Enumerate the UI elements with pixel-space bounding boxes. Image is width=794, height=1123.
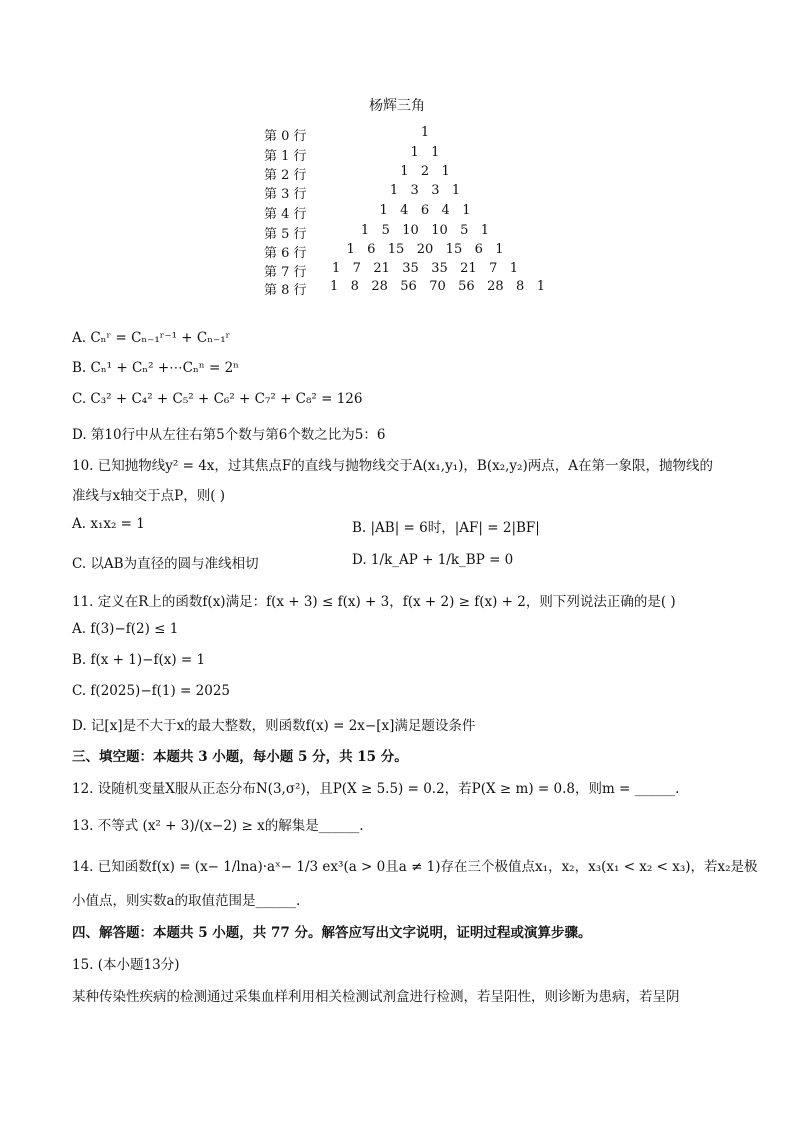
q10-option-d: D. 1/k_AP + 1/k_BP = 0	[352, 552, 514, 568]
row-label: 第 2 行	[264, 168, 307, 183]
row-label: 第 1 行	[264, 149, 307, 164]
q14-line2: 小值点，则实数a的取值范围是______.	[72, 893, 301, 909]
row-numbers: 1 2 1	[400, 164, 450, 179]
row-label: 第 0 行	[264, 129, 307, 144]
q10-option-a: A. x₁x₂ = 1	[72, 516, 145, 532]
row-numbers: 1 1	[410, 145, 440, 160]
q10-option-b: B. |AB| = 6时，|AF| = 2|BF|	[352, 520, 540, 536]
section-3-heading: 三、填空题：本题共 3 小题，每小题 5 分，共 15 分。	[72, 749, 408, 765]
section-4-heading: 四、解答题：本题共 5 小题，共 77 分。解答应写出文字说明，证明过程或演算步骤。	[72, 925, 592, 941]
q9-option-a: A. Cₙʳ = Cₙ₋₁ʳ⁻¹ + Cₙ₋₁ʳ	[72, 330, 231, 346]
row-numbers: 1 5 10 10 5 1	[360, 223, 490, 238]
row-numbers: 1	[420, 125, 430, 140]
q11-stem: 11. 定义在R上的函数f(x)满足：f(x + 3) ≤ f(x) + 3，f(x + 2) ≥ f(x) + 2，则下列说法正确的是( )	[72, 594, 676, 610]
q14-line1: 14. 已知函数f(x) = (x− 1/lna)·aˣ− 1/3 ex³(a > 0且a ≠ 1)存在三个极值点x₁，x₂，x₃(x₁ < x₂ < x₃)，若x₂是极	[72, 859, 758, 875]
row-numbers: 1 6 15 20 15 6 1	[346, 242, 504, 257]
q10-stem-line2: 准线与x轴交于点P，则( )	[72, 488, 226, 504]
q11-option-b: B. f(x + 1)−f(x) = 1	[72, 652, 206, 668]
q15-heading: 15. (本小题13分)	[72, 957, 180, 973]
row-label: 第 3 行	[264, 187, 307, 202]
row-label: 第 7 行	[264, 265, 307, 280]
page-title: 杨辉三角	[369, 98, 425, 114]
q9-option-c: C. C₃² + C₄² + C₅² + C₆² + C₇² + C₈² = 126	[72, 391, 363, 407]
row-numbers: 1 7 21 35 35 21 7 1	[331, 261, 519, 276]
q12: 12. 设随机变量X服从正态分布N(3,σ²)，且P(X ≥ 5.5) = 0.2，若P(X ≥ m) = 0.8，则m = ______.	[72, 781, 680, 797]
q10-option-c: C. 以AB为直径的圆与准线相切	[72, 556, 259, 572]
q9-option-b: B. Cₙ¹ + Cₙ² +⋯Cₙⁿ = 2ⁿ	[72, 360, 239, 376]
row-label: 第 5 行	[264, 227, 307, 242]
q9-option-d: D. 第10行中从左往右第5个数与第6个数之比为5：6	[72, 427, 386, 443]
row-label: 第 6 行	[264, 246, 307, 261]
q11-option-d: D. 记[x]是不大于x的最大整数，则函数f(x) = 2x−[x]满足题设条件	[72, 718, 476, 734]
row-numbers: 1 4 6 4 1	[379, 203, 471, 218]
q11-option-a: A. f(3)−f(2) ≤ 1	[72, 621, 179, 637]
row-numbers: 1 8 28 56 70 56 28 8 1	[330, 279, 545, 294]
row-numbers: 1 3 3 1	[389, 183, 461, 198]
q10-stem-line1: 10. 已知抛物线y² = 4x，过其焦点F的直线与抛物线交于A(x₁,y₁)，B(x₂,y₂)两点，A在第一象限，抛物线的	[72, 458, 713, 474]
row-label: 第 8 行	[264, 283, 307, 298]
row-label: 第 4 行	[264, 207, 307, 222]
q15-body: 某种传染性疾病的检测通过采集血样利用相关检测试剂盒进行检测，若呈阳性，则诊断为患病，若呈阴	[72, 989, 680, 1005]
q13: 13. 不等式 (x² + 3)/(x−2) ≥ x的解集是______.	[72, 818, 364, 834]
q11-option-c: C. f(2025)−f(1) = 2025	[72, 683, 230, 699]
